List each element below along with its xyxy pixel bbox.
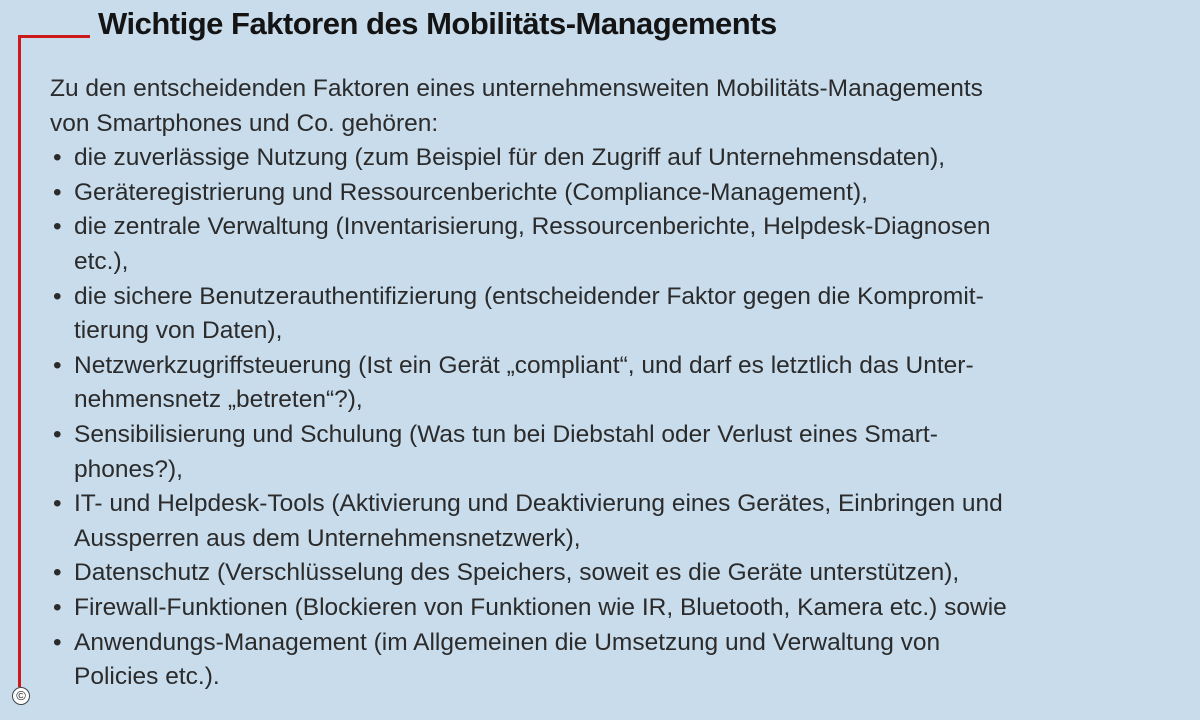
bullet-icon: • — [53, 490, 62, 518]
list-item-text: Netzwerkzugriffsteuerung (Ist ein Gerät „compliant“, und darf es letztlich das Unter- — [74, 351, 974, 379]
list-item — [50, 210, 1190, 279]
list-item — [50, 487, 1190, 556]
list-item-text: Geräteregistrierung und Ressourcenberichte (Compliance-Management), — [74, 178, 868, 206]
list-item-text: Aussperren aus dem Unternehmensnetzwerk), — [74, 524, 581, 552]
list-item-text: Anwendungs-Management (im Allgemeinen die Umsetzung und Verwaltung von — [74, 628, 941, 656]
red-frame-horizontal-line — [18, 35, 90, 38]
list-item-text: tierung von Daten), — [74, 317, 283, 345]
list-item-text: Firewall-Funktionen (Blockieren von Funktionen wie IR, Bluetooth, Kamera etc.) sowie — [74, 593, 1007, 621]
article-body — [50, 72, 1190, 695]
list-item-text: die zentrale Verwaltung (Inventarisierung, Ressourcenberichte, Helpdesk-Diagnosen — [74, 213, 991, 241]
list-item-text: nehmensnetz „betreten“?), — [74, 386, 363, 414]
list-item-text: etc.), — [74, 247, 129, 275]
list-item-text: Sensibilisierung und Schulung (Was tun bei Diebstahl oder Verlust eines Smart- — [74, 420, 938, 448]
copyright-icon: © — [12, 687, 30, 705]
list-item — [50, 418, 1190, 487]
list-item — [50, 176, 1190, 211]
red-frame-vertical-line — [18, 35, 21, 687]
page-title: Wichtige Faktoren des Mobilitäts-Managements — [98, 6, 777, 41]
list-item-text: Datenschutz (Verschlüsselung des Speichers, soweit es die Geräte unterstützen), — [74, 559, 960, 587]
factors-list — [50, 141, 1190, 695]
bullet-icon: • — [53, 213, 62, 241]
list-item — [50, 141, 1190, 176]
bullet-icon: • — [53, 628, 62, 656]
intro-line: Zu den entscheidenden Faktoren eines unternehmensweiten Mobilitäts-Managements — [50, 75, 983, 102]
list-item — [50, 280, 1190, 349]
list-item — [50, 591, 1190, 626]
list-item — [50, 626, 1190, 695]
bullet-icon: • — [53, 144, 62, 172]
list-item-text: phones?), — [74, 455, 183, 483]
bullet-icon: • — [53, 282, 62, 310]
list-item-text: IT- und Helpdesk-Tools (Aktivierung und Deaktivierung eines Gerätes, Einbringen und — [74, 490, 1003, 518]
bullet-icon: • — [53, 178, 62, 206]
bullet-icon: • — [53, 351, 62, 379]
bullet-icon: • — [53, 559, 62, 587]
list-item — [50, 556, 1190, 591]
bullet-icon: • — [53, 420, 62, 448]
list-item — [50, 349, 1190, 418]
list-item-text: die sichere Benutzerauthentifizierung (entscheidender Faktor gegen die Kompromit- — [74, 282, 984, 310]
bullet-icon: • — [53, 593, 62, 621]
intro-paragraph — [50, 72, 1190, 141]
list-item-text: Policies etc.). — [74, 663, 220, 691]
list-item-text: die zuverlässige Nutzung (zum Beispiel für den Zugriff auf Unternehmensdaten), — [74, 144, 946, 172]
intro-line: von Smartphones und Co. gehören: — [50, 109, 439, 137]
